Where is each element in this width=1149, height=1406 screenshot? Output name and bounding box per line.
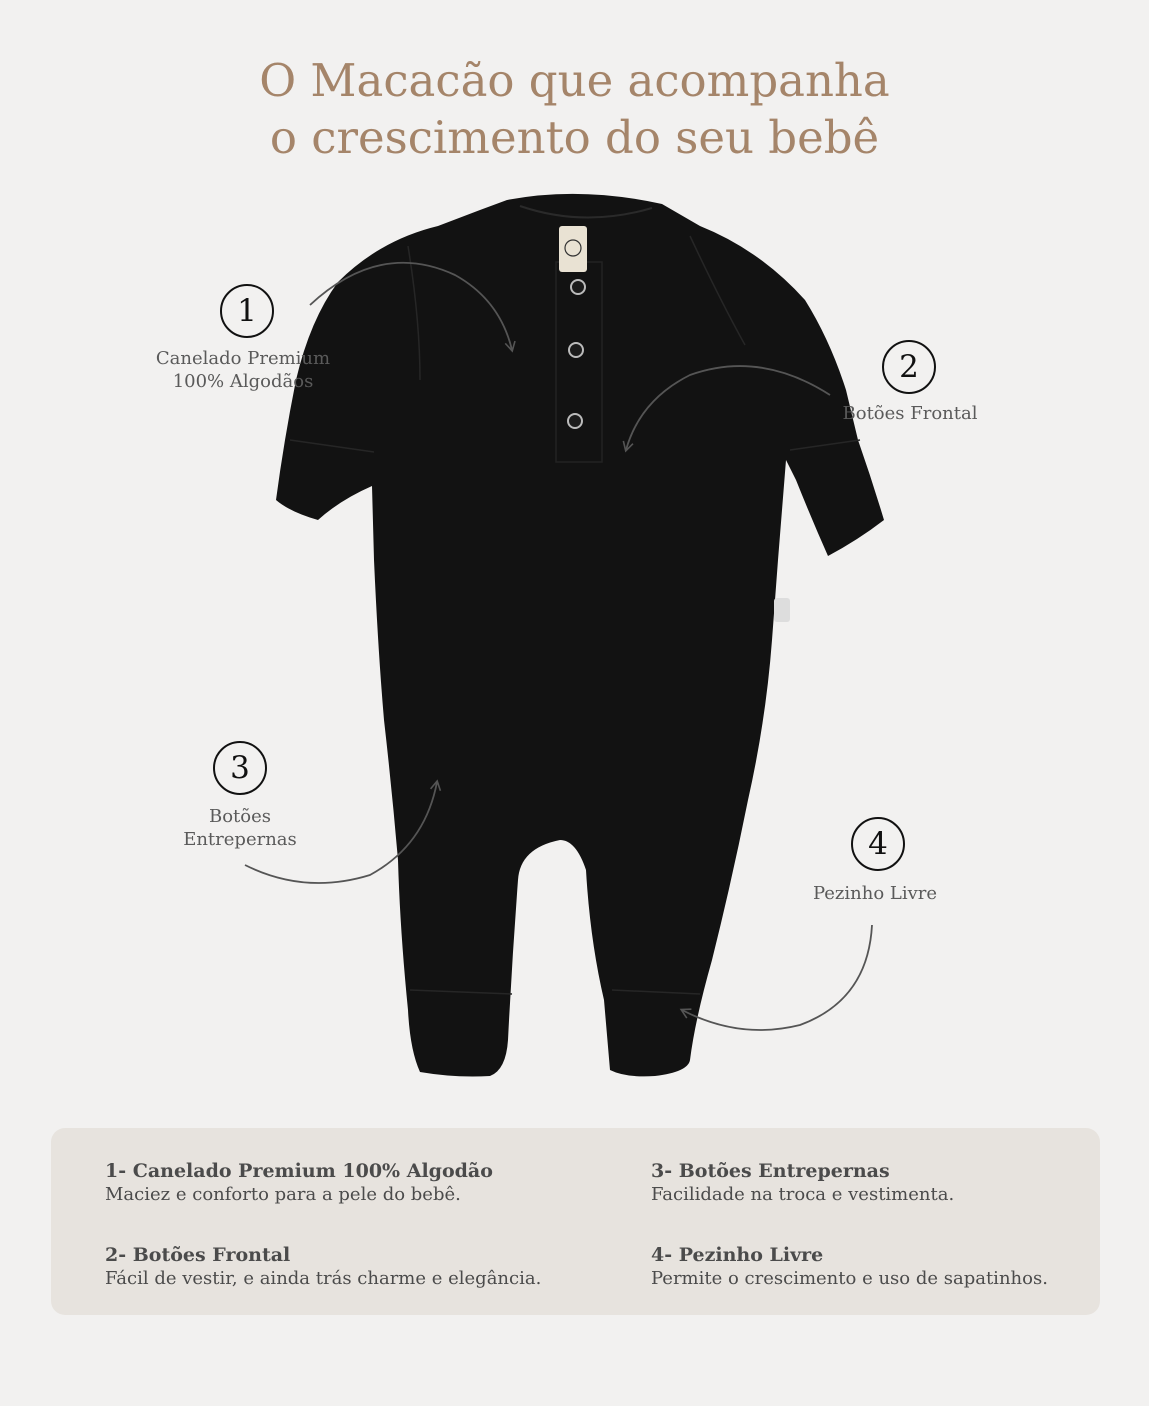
feature-description: Fácil de vestir, e ainda trás charme e elegância.	[105, 1268, 542, 1289]
callout-4-badge: 4	[851, 817, 905, 871]
feature-item-2	[105, 1244, 541, 1290]
callout-3-badge: 3	[213, 741, 267, 795]
feature-description: Permite o crescimento e uso de sapatinhos.	[651, 1268, 1048, 1289]
callout-2-badge: 2	[882, 340, 936, 394]
callout-1-label: Canelado Premium 100% Algodãos	[155, 348, 331, 392]
feature-description: Facilidade na troca e vestimenta.	[651, 1184, 955, 1205]
feature-title: 2- Botões Frontal	[105, 1244, 291, 1266]
features-panel	[51, 1128, 1100, 1315]
callout-4-label: Pezinho Livre	[812, 883, 938, 904]
feature-description: Maciez e conforto para a pele do bebê.	[105, 1184, 461, 1205]
feature-item-3	[651, 1160, 954, 1206]
feature-title: 1- Canelado Premium 100% Algodão	[105, 1160, 493, 1182]
feature-title: 3- Botões Entrepernas	[651, 1160, 890, 1182]
callout-1-badge: 1	[220, 284, 274, 338]
callout-2-label: Botões Frontal	[842, 403, 978, 424]
feature-title: 4- Pezinho Livre	[651, 1244, 824, 1266]
feature-item-4	[651, 1244, 1048, 1290]
title-line-1: O Macacão que acompanha	[259, 54, 890, 107]
romper-garment	[276, 194, 884, 1077]
callout-3-label: Botões Entrepernas	[183, 806, 297, 850]
brand-tag	[559, 226, 587, 272]
feature-item-1	[105, 1160, 493, 1206]
title-line-2: o crescimento do seu bebê	[269, 111, 880, 164]
